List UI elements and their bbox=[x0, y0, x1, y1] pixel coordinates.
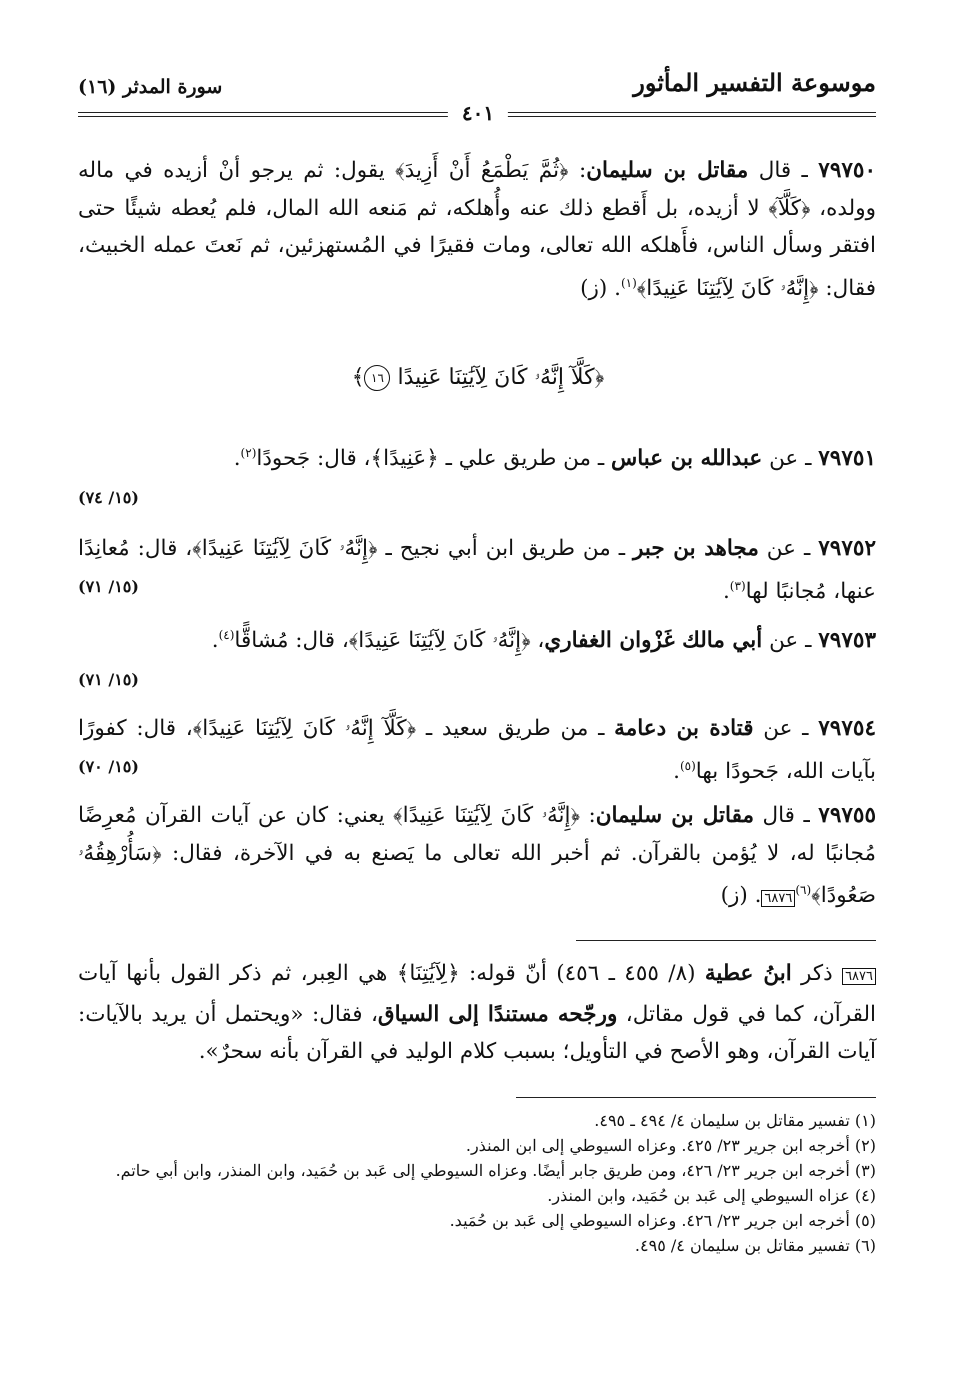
footnote-separator bbox=[516, 1097, 876, 1098]
footnote-marker: (٣) bbox=[729, 578, 746, 593]
narration-entry bbox=[78, 797, 876, 918]
verse-number-icon: ١٦ bbox=[364, 365, 390, 391]
entry-intro: ـ عن bbox=[762, 446, 812, 472]
volume-reference: (١٥/ ٧١) bbox=[78, 576, 139, 596]
footnote: (٤) عزاه السيوطي إلى عَبد بن حُمَيد، وابن المنذر. bbox=[547, 1186, 876, 1205]
commentary-separator bbox=[576, 940, 876, 941]
entry-text: ، ﴿إِنَّهُۥ كَانَ لِآيَٰتِنَا عَنِيدًا﴾، قال: مُشاقًّا bbox=[234, 628, 545, 654]
commentator: ابنُ عطية bbox=[704, 961, 792, 986]
footnote: (٣) أخرجه ابن جرير ٢٣/ ٤٢٦، ومن طريق جابر أيضًا. وعزاه السيوطي إلى عَبد بن حُمَيد، وابن المنذر، وابن أبي حاتم. bbox=[115, 1161, 876, 1180]
footnotes bbox=[78, 1108, 876, 1258]
narrator: قتادة بن دعامة bbox=[614, 716, 754, 741]
narration-entry bbox=[78, 530, 876, 610]
entry-tail: . (ز) bbox=[720, 883, 762, 909]
footnote: (٢) أخرجه ابن جرير ٢٣/ ٤٢٥. وعزاه السيوطي إلى ابن المنذر. bbox=[465, 1136, 876, 1155]
footnote-marker: (١) bbox=[620, 275, 637, 290]
narration-entry bbox=[78, 617, 876, 698]
entry-text: ـ من طريق سعيد ـ ﴿كَلَّآ إِنَّهُۥ كَانَ لِآيَٰتِنَا عَنِيدًا﴾، قال: كفورًا بآيات الله، جَحودًا بها bbox=[78, 716, 876, 784]
entry-tail: . bbox=[722, 578, 730, 604]
volume-reference: (١٥/ ٧٠) bbox=[78, 756, 139, 776]
entry-intro: ـ عن bbox=[762, 628, 812, 654]
footnote: (٦) تفسير مقاتل بن سليمان ٤/ ٤٩٥. bbox=[634, 1236, 876, 1255]
footnote-marker: (٥) bbox=[679, 758, 696, 773]
cross-reference-box: ٦٨٧٦ bbox=[842, 968, 876, 985]
commentary-text: ، فقال: «ويحتمل أن يريد بالآيات: آيات القرآن، وهو الأصح في التأويل؛ بسبب كلام الوليد في القرآن بأنه سحرٌ». bbox=[78, 1001, 876, 1064]
entry-text: ـ من طريق علي ـ ﴿عَنِيدًا﴾، قال: جَحودًا bbox=[256, 446, 605, 472]
entry-number: ٧٩٧٥١ bbox=[818, 446, 876, 472]
footnote-marker: (٤) bbox=[218, 628, 235, 642]
narration-entry bbox=[78, 435, 876, 516]
narrator: مقاتل بن سليمان bbox=[595, 803, 754, 828]
entry-tail: . bbox=[673, 758, 680, 784]
commentary-text: (٨/ ٤٥٥ ـ ٤٥٦) أنّ قوله: ﴿لِآيَٰتِنَا﴾ هي العِبر، ثم ذكر القول بأنها آيات القرآن، كما في قول مقاتل، bbox=[78, 961, 876, 1027]
entry-tail: . bbox=[211, 628, 219, 654]
narration-entry bbox=[78, 152, 876, 307]
page-number: ٤٠١ bbox=[448, 101, 508, 125]
entry-intro: ـ عن bbox=[753, 716, 809, 741]
book-title: موسوعة التفسير المأثور bbox=[633, 68, 876, 97]
narrator: أبي مالك غَزْوان الغفاري bbox=[544, 628, 763, 654]
verse-close: ﴾ bbox=[351, 365, 365, 390]
footnote-marker: (٢) bbox=[240, 446, 257, 460]
commentary-note bbox=[78, 955, 876, 1071]
surah-title: سورة المدثر (١٦) bbox=[78, 76, 223, 98]
entry-number: ٧٩٧٥٥ bbox=[818, 803, 877, 828]
footnote: (٥) أخرجه ابن جرير ٢٣/ ٤٢٦. وعزاه السيوطي إلى عَبد بن حُمَيد. bbox=[449, 1211, 876, 1230]
commentary-text: ذكر bbox=[791, 961, 833, 986]
entry-number: ٧٩٧٥٢ bbox=[818, 536, 876, 561]
entry-intro: ـ عن bbox=[758, 536, 811, 561]
commentary-emphasis: ورجّحه مستندًا إلى السياق bbox=[377, 1001, 618, 1027]
quran-verse bbox=[0, 365, 956, 391]
entry-number: ٧٩٧٥٤ bbox=[818, 716, 876, 741]
entry-text: : ﴿ثُمَّ يَطْمَعُ أَنْ أَزِيدَ﴾ يقول: ثم يرجو أنْ أزيده في ماله وولده، ﴿كَلَّآ﴾ لا أزيده، بل أَقطع ذلك عنه وأُهلكه، ثم مَنعه الله المال، فلم يُعطه شيئًا حتى افتقر وسأل الناس، فأَهلكه الله تعالى، ومات فقيرًا في المُستهزئين، ثم نَعتَ عمله الخبيث، فقال: ﴿إِنَّهُۥ كَانَ لِآيَٰتِنَا عَنِيدًا﴾ bbox=[78, 158, 876, 301]
entry-intro: ـ قال bbox=[753, 803, 810, 828]
entry-text: ـ من طريق ابن أبي نجيح ـ ﴿إِنَّهُۥ كَانَ لِآيَٰتِنَا عَنِيدًا﴾، قال: مُعانِدًا عنها، مُجانبًا لها bbox=[78, 536, 876, 604]
footnote-marker: (٦) bbox=[795, 883, 812, 897]
narrator: مقاتل بن سليمان bbox=[586, 158, 749, 183]
volume-reference: (١٥/ ٧١) bbox=[78, 669, 139, 689]
verse-text: ﴿كَلَّآ إِنَّهُۥ كَانَ لِآيَٰتِنَا عَنِيدًا bbox=[397, 365, 605, 390]
narrator: مجاهد بن جبر bbox=[633, 536, 759, 561]
volume-reference: (١٥/ ٧٤) bbox=[78, 487, 139, 507]
narration-entry bbox=[78, 710, 876, 790]
entry-number: ٧٩٧٥٣ bbox=[818, 628, 876, 654]
narrator: عبدالله بن عباس bbox=[611, 446, 763, 472]
footnote: (١) تفسير مقاتل بن سليمان ٤/ ٤٩٤ ـ ٤٩٥. bbox=[594, 1111, 876, 1130]
entry-tail: . bbox=[233, 446, 241, 472]
entry-tail: . (ز) bbox=[580, 275, 621, 301]
cross-reference-box: ٦٨٧٦ bbox=[761, 890, 795, 907]
entry-number: ٧٩٧٥٠ bbox=[818, 158, 877, 183]
entry-text: : ﴿إِنَّهُۥ كَانَ لِآيَٰتِنَا عَنِيدًا﴾ يعني: كان عن آيات القرآن مُعرِضًا مُجانبًا له، لا يُؤمن بالقرآن. ثم أخبر الله تعالى ما يَصنع به في الآخرة، فقال: ﴿سَأُرْهِقُهُۥ صَعُودًا﴾ bbox=[78, 803, 876, 909]
entry-intro: ـ قال bbox=[748, 158, 808, 183]
